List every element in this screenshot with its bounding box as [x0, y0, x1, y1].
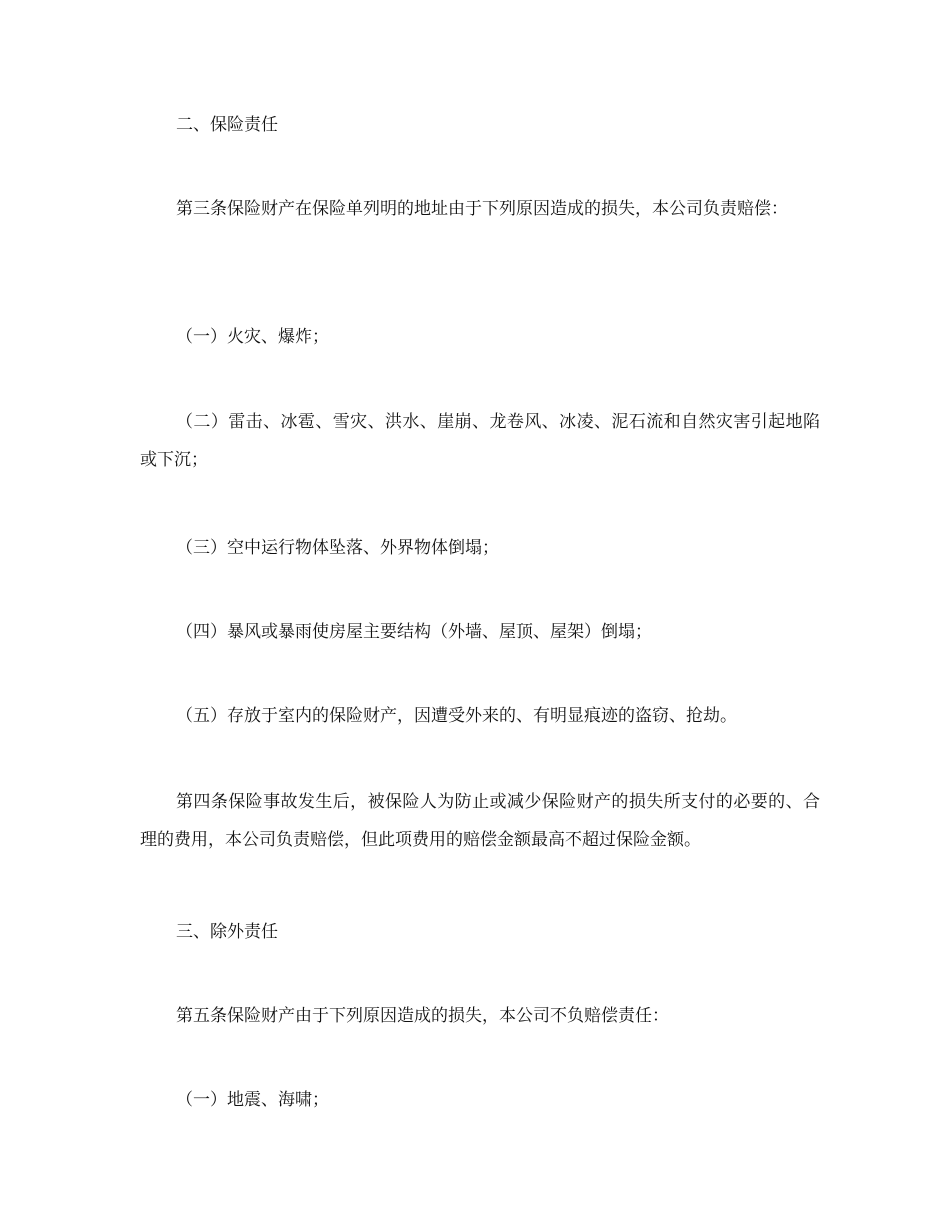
list-item-1: （一）火灾、爆炸；: [176, 327, 329, 347]
exclusion-list-item-1: （一）地震、海啸；: [176, 1090, 329, 1110]
list-item-2: （二）雷击、冰雹、雪灾、洪水、崖崩、龙卷风、冰凌、泥石流和自然灾害引起地陷或下沉；: [140, 412, 820, 470]
article-5-paragraph: 第五条保险财产由于下列原因造成的损失，本公司不负赔偿责任：: [176, 1006, 669, 1026]
list-item-3: （三）空中运行物体坠落、外界物体倒塌；: [176, 538, 499, 558]
article-4-paragraph: 第四条保险事故发生后，被保险人为防止或减少保险财产的损失所支付的必要的、合理的费用，本公司负责赔偿，但此项费用的赔偿金额最高不超过保险金额。: [140, 792, 820, 850]
article-3-paragraph: 第三条保险财产在保险单列明的地址由于下列原因造成的损失，本公司负责赔偿：: [176, 199, 788, 219]
list-item-4: （四）暴风或暴雨使房屋主要结构（外墙、屋顶、屋架）倒塌；: [176, 622, 652, 642]
list-item-5: （五）存放于室内的保险财产，因遭受外来的、有明显痕迹的盗窃、抢劫。: [176, 706, 737, 726]
section-heading-insurance-liability: 二、保险责任: [176, 115, 278, 135]
section-heading-exclusions: 三、除外责任: [176, 922, 278, 942]
